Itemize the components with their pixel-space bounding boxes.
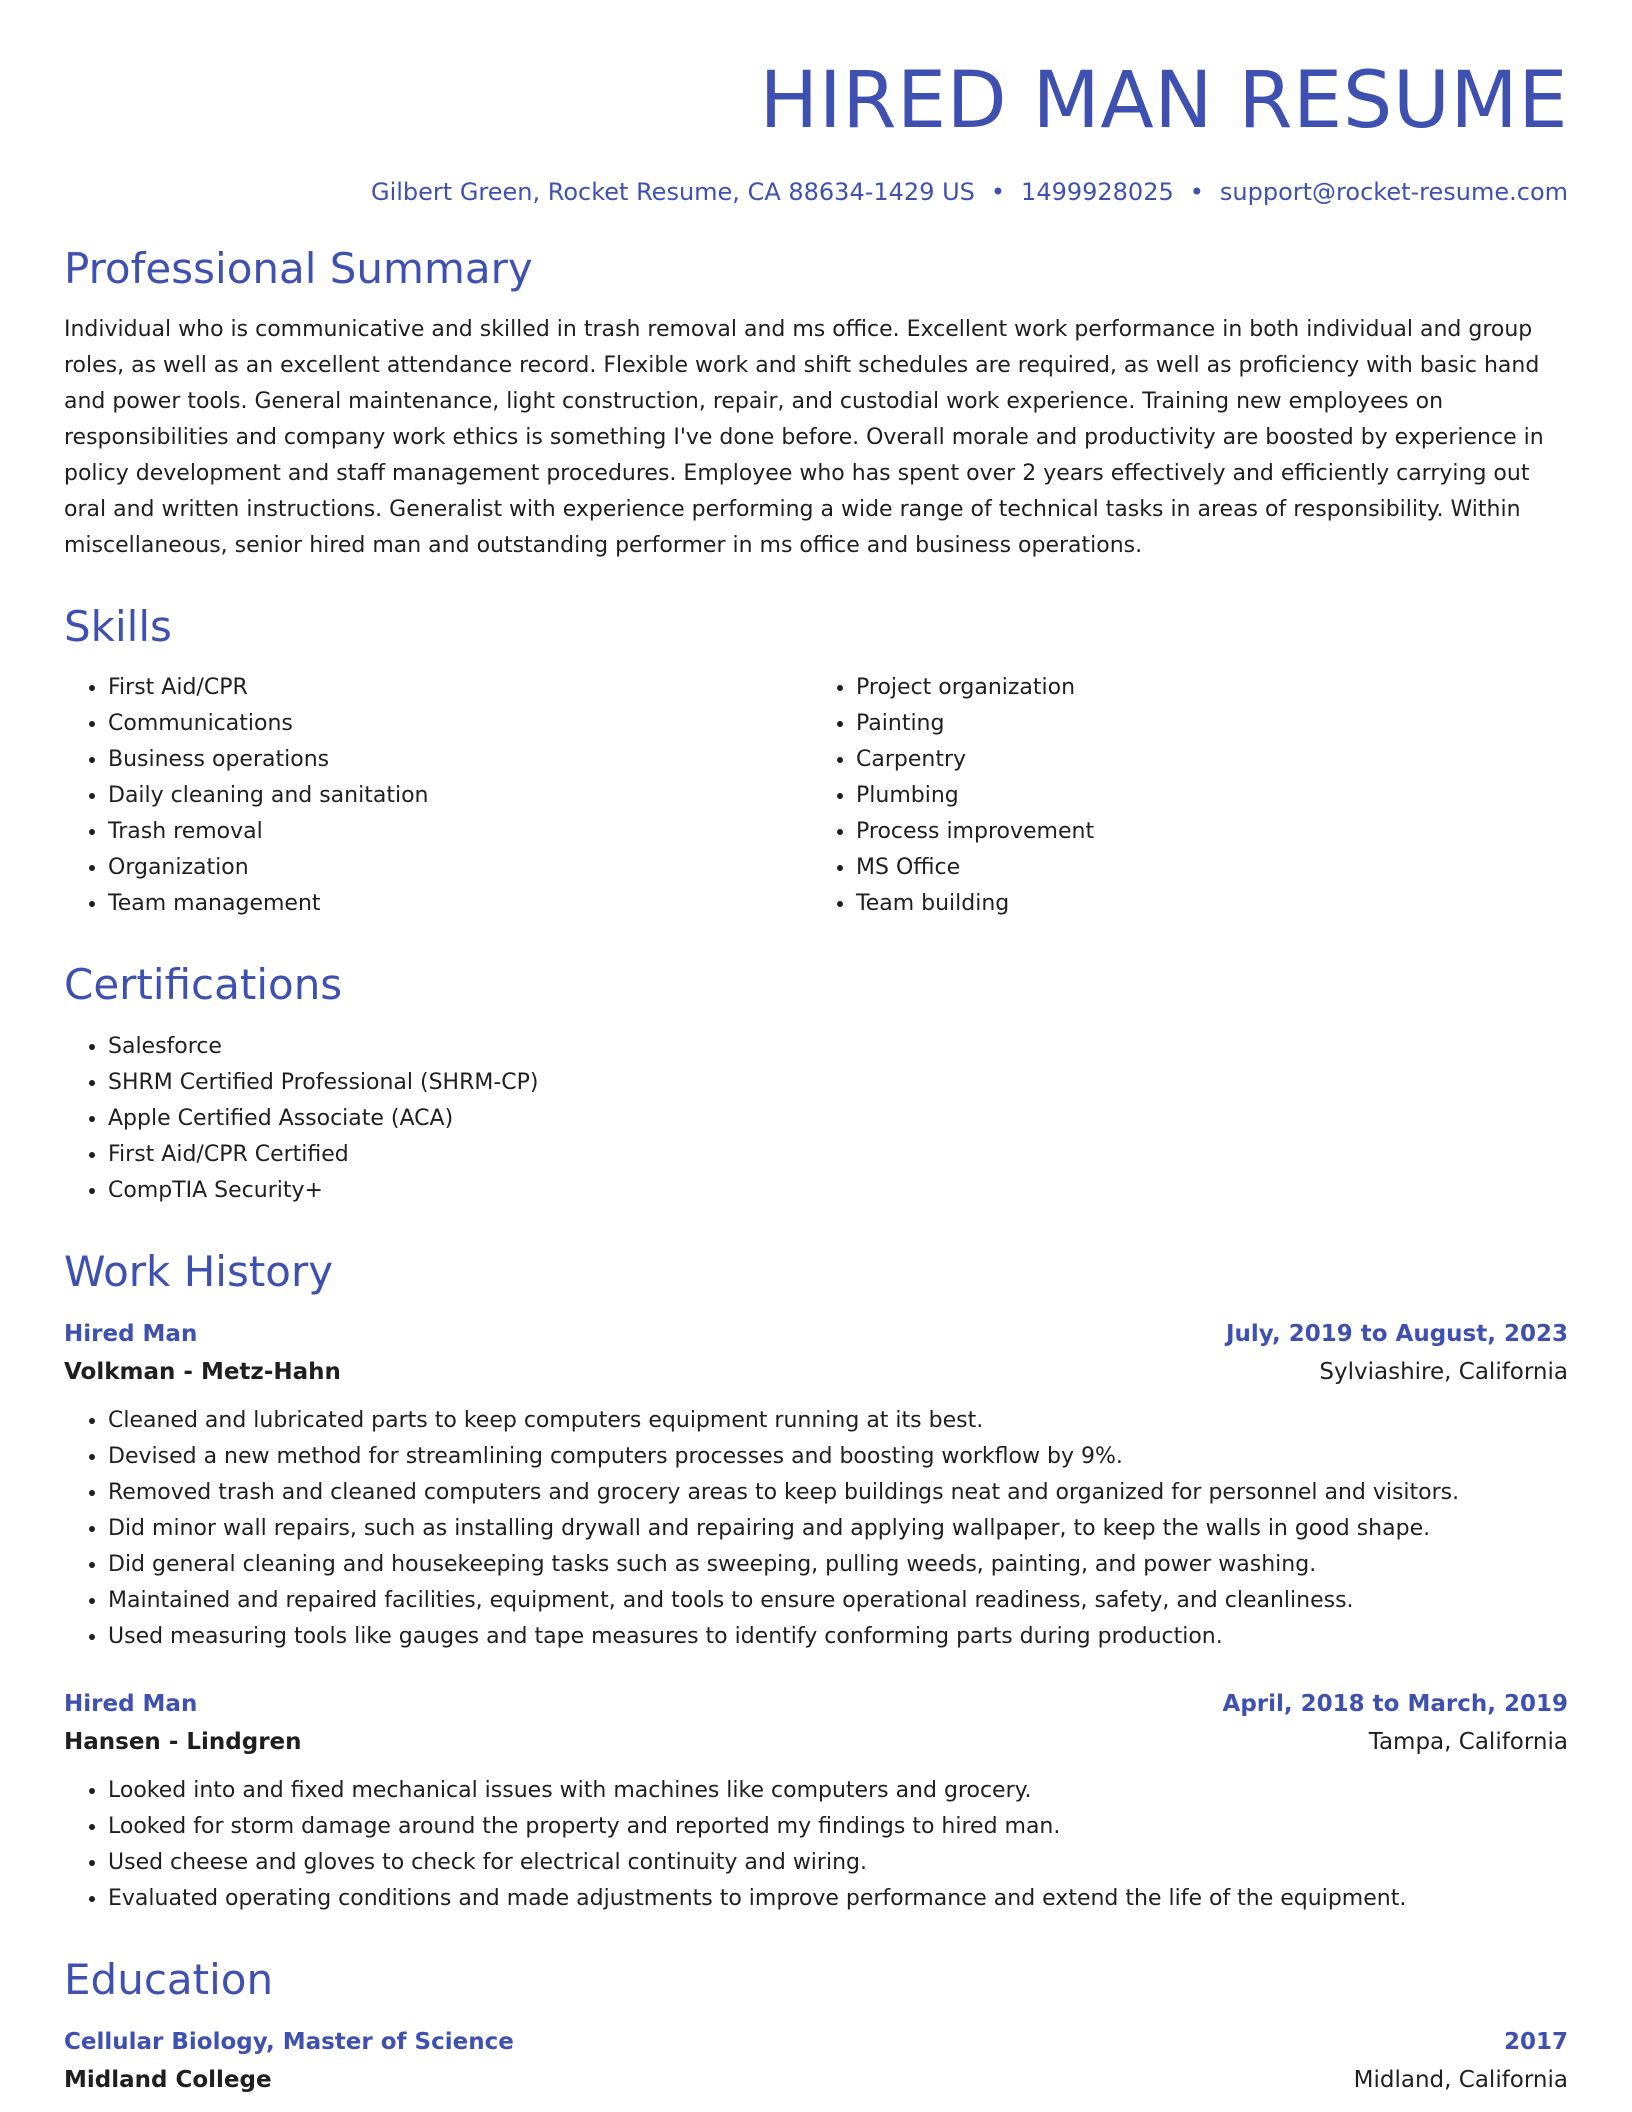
certifications-heading: Certifications	[64, 960, 343, 1010]
skills-list-left	[64, 670, 820, 922]
work-history-section	[64, 1246, 1568, 1917]
skills-heading: Skills	[64, 602, 172, 652]
job-title: Hired Man	[64, 1690, 198, 1717]
work-history-heading: Work History	[64, 1246, 334, 1296]
skills-list-right	[820, 670, 1568, 922]
education-school-row	[64, 2061, 1568, 2099]
job-dates: July, 2019 to August, 2023	[1225, 1320, 1568, 1347]
skill-item: • Plumbing	[856, 778, 1568, 814]
resume-title: HIRED MAN RESUME	[759, 56, 1568, 146]
job-duty: • Evaluated operating conditions and made adjustments to improve performance and extend the life of the equipment.	[108, 1881, 1568, 1917]
contact-address: Gilbert Green, Rocket Resume, CA 88634-1429 US	[370, 178, 975, 206]
skill-item: • Team building	[856, 886, 1568, 922]
job-duty: • Cleaned and lubricated parts to keep computers equipment running at its best.	[108, 1403, 1568, 1439]
skills-columns	[64, 670, 1568, 922]
skill-item: • Organization	[108, 850, 820, 886]
certification-item: • SHRM Certified Professional (SHRM-CP)	[108, 1065, 1568, 1101]
skill-item: • MS Office	[856, 850, 1568, 886]
certifications-section	[64, 962, 1568, 1208]
job-duty: • Maintained and repaired facilities, equipment, and tools to ensure operational readiness, safety, and cleanliness.	[108, 1583, 1568, 1619]
skill-item: • Business operations	[108, 742, 820, 778]
summary-text: Individual who is communicative and skilled in trash removal and ms office. Excellent work performance in both individual and group roles, as well as an excellent attendance record. Flexible work and shift schedules are required, as well as proficiency with basic hand and power tools. General maintenance, light construction, repair, and custodial work experience. Training new employees on responsibilities and company work ethics is something I've done before. Overall morale and productivity are boosted by experience in policy development and staff management procedures. Employee who has spent over 2 years effectively and efficiently carrying out oral and written instructions. Generalist with experience performing a wide range of technical tasks in areas of responsibility. Within miscellaneous, senior hired man and outstanding performer in ms office and business operations.	[64, 317, 1544, 559]
education-section	[64, 1954, 1568, 2099]
job-location: Sylviashire, California	[1319, 1358, 1568, 1385]
job-duty: • Did minor wall repairs, such as installing drywall and repairing and applying wallpaper, to keep the walls in good shape.	[108, 1511, 1568, 1547]
education-heading: Education	[64, 1954, 274, 2004]
job-dates: April, 2018 to March, 2019	[1222, 1690, 1568, 1717]
job-company: Volkman - Metz-Hahn	[64, 1358, 341, 1385]
job-header-row	[64, 1685, 1568, 1723]
job-company: Hansen - Lindgren	[64, 1728, 302, 1755]
contact-separator: •	[1189, 178, 1204, 206]
job-entry	[64, 1315, 1568, 1655]
skill-item: • First Aid/CPR	[108, 670, 820, 706]
contact-line	[64, 178, 1568, 206]
certifications-list	[64, 1029, 1568, 1209]
job-duty: • Looked into and fixed mechanical issues with machines like computers and grocery.	[108, 1773, 1568, 1809]
job-company-row	[64, 1353, 1568, 1391]
contact-email: support@rocket-resume.com	[1219, 178, 1568, 206]
contact-separator: •	[990, 178, 1006, 206]
certification-item: • Salesforce	[108, 1029, 1568, 1065]
job-duty: • Used measuring tools like gauges and tape measures to identify conforming parts during production.	[108, 1619, 1568, 1655]
job-duties-list	[64, 1773, 1568, 1917]
job-title: Hired Man	[64, 1320, 198, 1347]
job-duty: • Devised a new method for streamlining computers processes and boosting workflow by 9%.	[108, 1439, 1568, 1475]
job-duty: • Did general cleaning and housekeeping tasks such as sweeping, pulling weeds, painting, and power washing.	[108, 1547, 1568, 1583]
certification-item: • Apple Certified Associate (ACA)	[108, 1101, 1568, 1137]
certification-item: • CompTIA Security+	[108, 1173, 1568, 1209]
summary-heading: Professional Summary	[64, 244, 533, 293]
skill-item: • Painting	[856, 706, 1568, 742]
summary-section	[64, 246, 1568, 564]
job-company-row	[64, 1723, 1568, 1761]
job-duty: • Used cheese and gloves to check for electrical continuity and wiring.	[108, 1845, 1568, 1881]
education-header-row	[64, 2023, 1568, 2061]
certification-item: • First Aid/CPR Certified	[108, 1137, 1568, 1173]
job-duties-list	[64, 1403, 1568, 1655]
job-location: Tampa, California	[1368, 1728, 1568, 1755]
job-duty: • Removed trash and cleaned computers and grocery areas to keep buildings neat and organized for personnel and visitors.	[108, 1475, 1568, 1511]
education-year: 2017	[1503, 2028, 1568, 2055]
education-location: Midland, California	[1353, 2066, 1568, 2093]
job-entry	[64, 1685, 1568, 1917]
skill-item: • Team management	[108, 886, 820, 922]
skill-item: • Project organization	[856, 670, 1568, 706]
skill-item: • Daily cleaning and sanitation	[108, 778, 820, 814]
skill-item: • Communications	[108, 706, 820, 742]
contact-phone: 1499928025	[1021, 178, 1174, 206]
job-duty: • Looked for storm damage around the property and reported my findings to hired man.	[108, 1809, 1568, 1845]
education-school: Midland College	[64, 2066, 272, 2093]
skill-item: • Carpentry	[856, 742, 1568, 778]
skill-item: • Trash removal	[108, 814, 820, 850]
skills-section	[64, 604, 1568, 922]
skill-item: • Process improvement	[856, 814, 1568, 850]
job-header-row	[64, 1315, 1568, 1353]
education-degree: Cellular Biology, Master of Science	[64, 2028, 514, 2055]
